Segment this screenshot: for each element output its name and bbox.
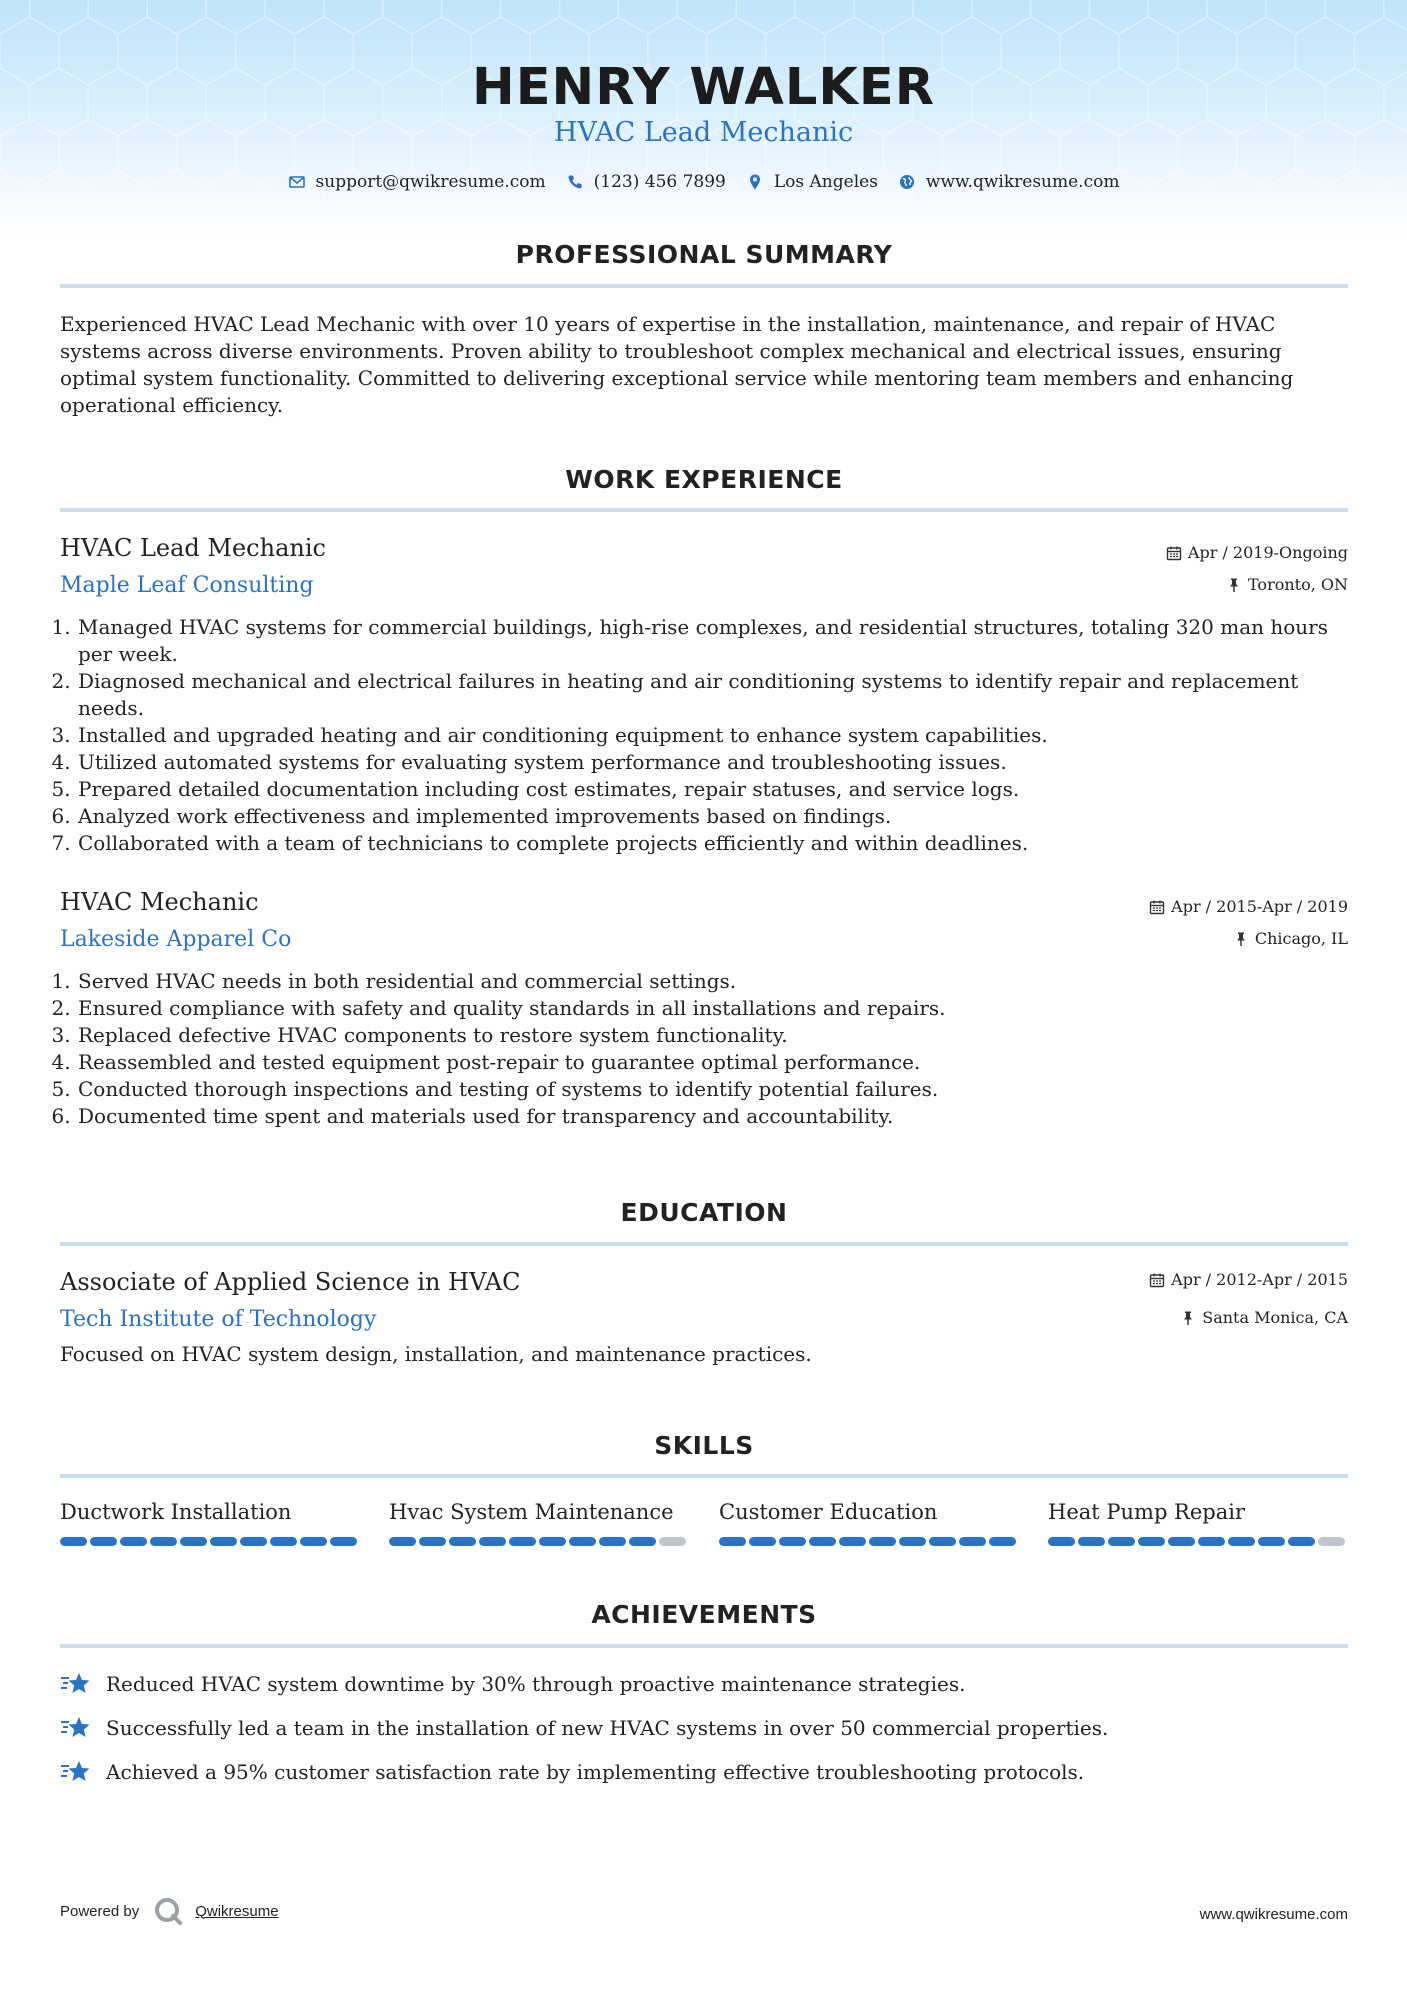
skill-dot-filled — [599, 1537, 626, 1546]
skill-dot-filled — [989, 1537, 1016, 1546]
achievement-text: Successfully led a team in the installation of new HVAC systems in over 50 commercial properties. — [106, 1716, 1109, 1740]
skill-dot-filled — [959, 1537, 986, 1546]
phone-text: (123) 456 7899 — [593, 172, 726, 192]
candidate-title: HVAC Lead Mechanic — [553, 117, 854, 148]
skill-dot-filled — [180, 1537, 207, 1546]
skill-level-bar — [719, 1537, 1019, 1546]
section-title-education: EDUCATION — [620, 1198, 788, 1227]
skill-dot-filled — [839, 1537, 866, 1546]
skill-dot-empty — [1318, 1537, 1345, 1546]
list-item: 5. Prepared detailed documentation including cost estimates, repair statuses, and service logs. — [77, 776, 1352, 803]
dates-text: Apr / 2015-Apr / 2019 — [1171, 897, 1348, 916]
skill-dot-filled — [150, 1537, 177, 1546]
skill-dot-filled — [1168, 1537, 1195, 1546]
skill-dot-filled — [1108, 1537, 1135, 1546]
skill-dot-filled — [929, 1537, 956, 1546]
list-item: 3. Replaced defective HVAC components to restore system functionality. — [77, 1022, 1352, 1049]
skill-level-bar — [60, 1537, 360, 1546]
achievement-item — [60, 1758, 1084, 1786]
skill-dot-filled — [90, 1537, 117, 1546]
list-item: 5. Conducted thorough inspections and testing of systems to identify potential failures. — [77, 1076, 1352, 1103]
list-item: 1. Served HVAC needs in both residential and commercial settings. — [77, 968, 1352, 995]
job-location — [1226, 575, 1348, 594]
list-item: 3. Installed and upgraded heating and air conditioning equipment to enhance system capabilities. — [77, 722, 1352, 749]
skill-name: Customer Education — [719, 1500, 938, 1524]
qwikresume-logo-icon — [153, 1896, 183, 1926]
location-text: Santa Monica, CA — [1202, 1308, 1348, 1327]
section-divider — [60, 1644, 1348, 1648]
list-item: 6. Analyzed work effectiveness and implemented improvements based on findings. — [77, 803, 1352, 830]
job-bullets — [60, 614, 1352, 857]
skill-dot-filled — [330, 1537, 357, 1546]
skill-dot-empty — [659, 1537, 686, 1546]
contact-website[interactable] — [898, 172, 1120, 192]
job-title: HVAC Lead Mechanic — [60, 534, 326, 562]
star-icon — [60, 1670, 92, 1698]
section-divider — [60, 1242, 1348, 1246]
skill-dot-filled — [210, 1537, 237, 1546]
pushpin-icon — [1226, 577, 1242, 593]
skill-name: Hvac System Maintenance — [389, 1500, 674, 1524]
skill-dot-filled — [449, 1537, 476, 1546]
list-item: 1. Managed HVAC systems for commercial buildings, high-rise complexes, and residential structures, totaling 320 man hours per week. — [77, 614, 1352, 668]
section-divider — [60, 508, 1348, 512]
skill-dot-filled — [749, 1537, 776, 1546]
company-name: Maple Leaf Consulting — [60, 573, 314, 598]
job-bullets — [60, 968, 1352, 1130]
skill-item — [389, 1500, 689, 1546]
job-location — [1233, 929, 1348, 948]
star-icon — [60, 1714, 92, 1742]
skill-dot-filled — [809, 1537, 836, 1546]
skill-dot-filled — [419, 1537, 446, 1546]
education-location — [1180, 1308, 1348, 1327]
skill-dot-filled — [1078, 1537, 1105, 1546]
school-name: Tech Institute of Technology — [60, 1307, 377, 1332]
list-item: 4. Utilized automated systems for evaluating system performance and troubleshooting issues. — [77, 749, 1352, 776]
star-icon — [60, 1758, 92, 1786]
section-divider — [60, 1474, 1348, 1478]
pushpin-icon — [1180, 1310, 1196, 1326]
skill-dot-filled — [899, 1537, 926, 1546]
website-text: www.qwikresume.com — [925, 172, 1120, 192]
location-text: Chicago, IL — [1254, 929, 1348, 948]
skill-dot-filled — [1198, 1537, 1225, 1546]
achievement-text: Achieved a 95% customer satisfaction rate by implementing effective troubleshooting protocols. — [106, 1760, 1085, 1784]
skill-dot-filled — [270, 1537, 297, 1546]
degree-title: Associate of Applied Science in HVAC — [60, 1268, 521, 1296]
skill-dot-filled — [719, 1537, 746, 1546]
globe-icon — [898, 173, 916, 191]
skill-name: Ductwork Installation — [60, 1500, 292, 1524]
envelope-icon — [288, 173, 306, 191]
calendar-icon — [1166, 545, 1182, 561]
footer-website-link[interactable]: www.qwikresume.com — [1199, 1906, 1348, 1923]
skill-item — [1048, 1500, 1348, 1546]
skill-dot-filled — [1228, 1537, 1255, 1546]
contact-phone[interactable] — [566, 172, 726, 192]
skill-dot-filled — [120, 1537, 147, 1546]
skill-level-bar — [389, 1537, 689, 1546]
list-item: 4. Reassembled and tested equipment post-repair to guarantee optimal performance. — [77, 1049, 1352, 1076]
skill-dot-filled — [1288, 1537, 1315, 1546]
calendar-icon — [1149, 899, 1165, 915]
skill-dot-filled — [1048, 1537, 1075, 1546]
list-item: 2. Diagnosed mechanical and electrical failures in heating and air conditioning systems to identify repair and replacement needs. — [77, 668, 1352, 722]
skill-dot-filled — [569, 1537, 596, 1546]
section-title-skills: SKILLS — [654, 1431, 754, 1460]
summary-text: Experienced HVAC Lead Mechanic with over 10 years of expertise in the installation, maintenance, and repair of HVAC systems across diverse environments. Proven ability to troubleshoot complex mechanical and electrical issues, ensuring optimal system functionality. Committed to delivering exceptional service while mentoring team members and enhancing operational efficiency. — [60, 312, 1294, 417]
powered-by-label: Powered by — [60, 1902, 140, 1920]
dates-text: Apr / 2012-Apr / 2015 — [1171, 1270, 1348, 1289]
skill-dot-filled — [629, 1537, 656, 1546]
footer-powered-by — [60, 1896, 279, 1926]
job-title: HVAC Mechanic — [60, 888, 259, 916]
job-dates — [1166, 543, 1348, 562]
skill-dot-filled — [779, 1537, 806, 1546]
achievement-item — [60, 1670, 965, 1698]
calendar-icon — [1149, 1272, 1165, 1288]
skill-dot-filled — [479, 1537, 506, 1546]
skill-dot-filled — [389, 1537, 416, 1546]
skill-item — [60, 1500, 360, 1546]
contact-email[interactable] — [288, 172, 546, 192]
achievement-text: Reduced HVAC system downtime by 30% through proactive maintenance strategies. — [106, 1672, 966, 1696]
location-text: Toronto, ON — [1248, 575, 1348, 594]
skill-dot-filled — [869, 1537, 896, 1546]
skill-name: Heat Pump Repair — [1048, 1500, 1246, 1524]
location-text: Los Angeles — [773, 172, 878, 192]
section-title-experience: WORK EXPERIENCE — [565, 465, 843, 494]
section-title-achievements: ACHIEVEMENTS — [591, 1600, 817, 1629]
section-title-summary: PROFESSIONAL SUMMARY — [515, 240, 893, 269]
skill-dot-filled — [1138, 1537, 1165, 1546]
skill-dot-filled — [539, 1537, 566, 1546]
section-divider — [60, 284, 1348, 288]
dates-text: Apr / 2019-Ongoing — [1187, 543, 1348, 562]
phone-icon — [566, 173, 584, 191]
list-item: 6. Documented time spent and materials used for transparency and accountability. — [77, 1103, 1352, 1130]
skill-dot-filled — [300, 1537, 327, 1546]
qwikresume-link[interactable]: Qwikresume — [195, 1902, 279, 1920]
skill-dot-filled — [60, 1537, 87, 1546]
job-dates — [1149, 897, 1348, 916]
email-text: support@qwikresume.com — [315, 172, 546, 192]
skill-dot-filled — [509, 1537, 536, 1546]
skill-level-bar — [1048, 1537, 1348, 1546]
skill-item — [719, 1500, 1019, 1546]
candidate-name: HENRY WALKER — [472, 58, 935, 117]
map-marker-icon — [746, 173, 764, 191]
education-dates — [1149, 1270, 1348, 1289]
education-description: Focused on HVAC system design, installation, and maintenance practices. — [60, 1342, 812, 1366]
list-item: 7. Collaborated with a team of technicians to complete projects efficiently and within deadlines. — [77, 830, 1352, 857]
contact-bar — [0, 172, 1407, 192]
skill-dot-filled — [240, 1537, 267, 1546]
company-name: Lakeside Apparel Co — [60, 927, 292, 952]
achievement-item — [60, 1714, 1108, 1742]
pushpin-icon — [1233, 931, 1249, 947]
list-item: 2. Ensured compliance with safety and quality standards in all installations and repairs. — [77, 995, 1352, 1022]
contact-location — [746, 172, 878, 192]
skill-dot-filled — [1258, 1537, 1285, 1546]
